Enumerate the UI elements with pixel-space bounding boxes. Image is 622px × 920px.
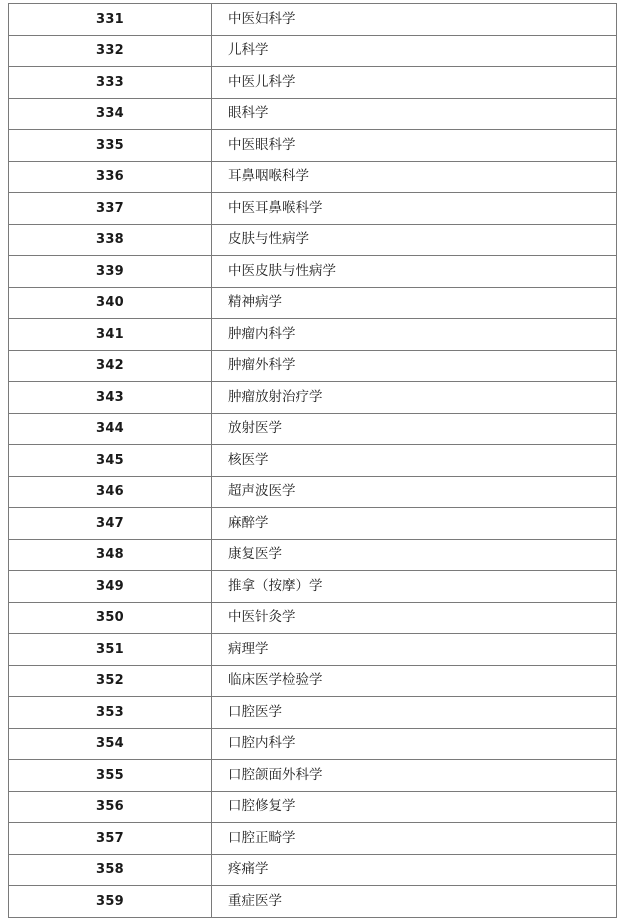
table-row (9, 697, 617, 729)
subject-code: 337 (9, 193, 212, 225)
table-row (9, 634, 617, 666)
subject-code: 357 (9, 823, 212, 855)
table-row (9, 287, 617, 319)
table-row (9, 224, 617, 256)
table-row (9, 161, 617, 193)
table-row (9, 886, 617, 918)
subject-name: 重症医学 (212, 886, 617, 918)
subject-name: 口腔颌面外科学 (212, 760, 617, 792)
subject-code: 340 (9, 287, 212, 319)
table-row (9, 823, 617, 855)
subject-name: 口腔修复学 (212, 791, 617, 823)
subject-name: 中医针灸学 (212, 602, 617, 634)
table-row (9, 445, 617, 477)
subject-name: 麻醉学 (212, 508, 617, 540)
subject-name: 核医学 (212, 445, 617, 477)
table-row (9, 508, 617, 540)
table-row (9, 854, 617, 886)
table-row (9, 67, 617, 99)
table-row (9, 256, 617, 288)
subject-name: 眼科学 (212, 98, 617, 130)
subject-name: 中医耳鼻喉科学 (212, 193, 617, 225)
subject-code: 333 (9, 67, 212, 99)
subject-code: 343 (9, 382, 212, 414)
table-row (9, 539, 617, 571)
subject-code: 335 (9, 130, 212, 162)
subject-code: 349 (9, 571, 212, 603)
subject-name: 精神病学 (212, 287, 617, 319)
table-row (9, 571, 617, 603)
subject-code: 351 (9, 634, 212, 666)
subject-name: 康复医学 (212, 539, 617, 571)
table-row (9, 350, 617, 382)
subject-table-body (9, 4, 617, 918)
subject-code: 347 (9, 508, 212, 540)
subject-code: 346 (9, 476, 212, 508)
subject-name: 口腔内科学 (212, 728, 617, 760)
subject-name: 中医妇科学 (212, 4, 617, 36)
subject-name: 口腔正畸学 (212, 823, 617, 855)
table-row (9, 4, 617, 36)
subject-name: 临床医学检验学 (212, 665, 617, 697)
subject-name: 中医儿科学 (212, 67, 617, 99)
table-row (9, 98, 617, 130)
subject-code: 345 (9, 445, 212, 477)
subject-code: 331 (9, 4, 212, 36)
subject-code: 334 (9, 98, 212, 130)
subject-name: 耳鼻咽喉科学 (212, 161, 617, 193)
subject-code: 358 (9, 854, 212, 886)
subject-name: 肿瘤内科学 (212, 319, 617, 351)
subject-name: 口腔医学 (212, 697, 617, 729)
subject-code: 350 (9, 602, 212, 634)
subject-name: 超声波医学 (212, 476, 617, 508)
table-row (9, 791, 617, 823)
subject-name: 中医眼科学 (212, 130, 617, 162)
table-row (9, 319, 617, 351)
table-row (9, 35, 617, 67)
subject-code: 348 (9, 539, 212, 571)
table-row (9, 382, 617, 414)
subject-name: 肿瘤放射治疗学 (212, 382, 617, 414)
subject-code: 342 (9, 350, 212, 382)
subject-name: 儿科学 (212, 35, 617, 67)
subject-code: 332 (9, 35, 212, 67)
subject-code: 341 (9, 319, 212, 351)
table-row (9, 728, 617, 760)
subject-name: 推拿（按摩）学 (212, 571, 617, 603)
table-row (9, 193, 617, 225)
subject-code: 338 (9, 224, 212, 256)
subject-table (8, 3, 617, 918)
table-row (9, 665, 617, 697)
subject-code: 356 (9, 791, 212, 823)
subject-name: 中医皮肤与性病学 (212, 256, 617, 288)
subject-name: 肿瘤外科学 (212, 350, 617, 382)
table-row (9, 602, 617, 634)
subject-code: 354 (9, 728, 212, 760)
subject-code: 344 (9, 413, 212, 445)
subject-name: 病理学 (212, 634, 617, 666)
subject-name: 疼痛学 (212, 854, 617, 886)
table-row (9, 476, 617, 508)
subject-code: 355 (9, 760, 212, 792)
table-row (9, 413, 617, 445)
subject-code: 359 (9, 886, 212, 918)
subject-table-container (8, 3, 616, 918)
subject-name: 皮肤与性病学 (212, 224, 617, 256)
table-row (9, 130, 617, 162)
subject-code: 352 (9, 665, 212, 697)
subject-code: 339 (9, 256, 212, 288)
subject-code: 353 (9, 697, 212, 729)
subject-name: 放射医学 (212, 413, 617, 445)
subject-code: 336 (9, 161, 212, 193)
table-row (9, 760, 617, 792)
